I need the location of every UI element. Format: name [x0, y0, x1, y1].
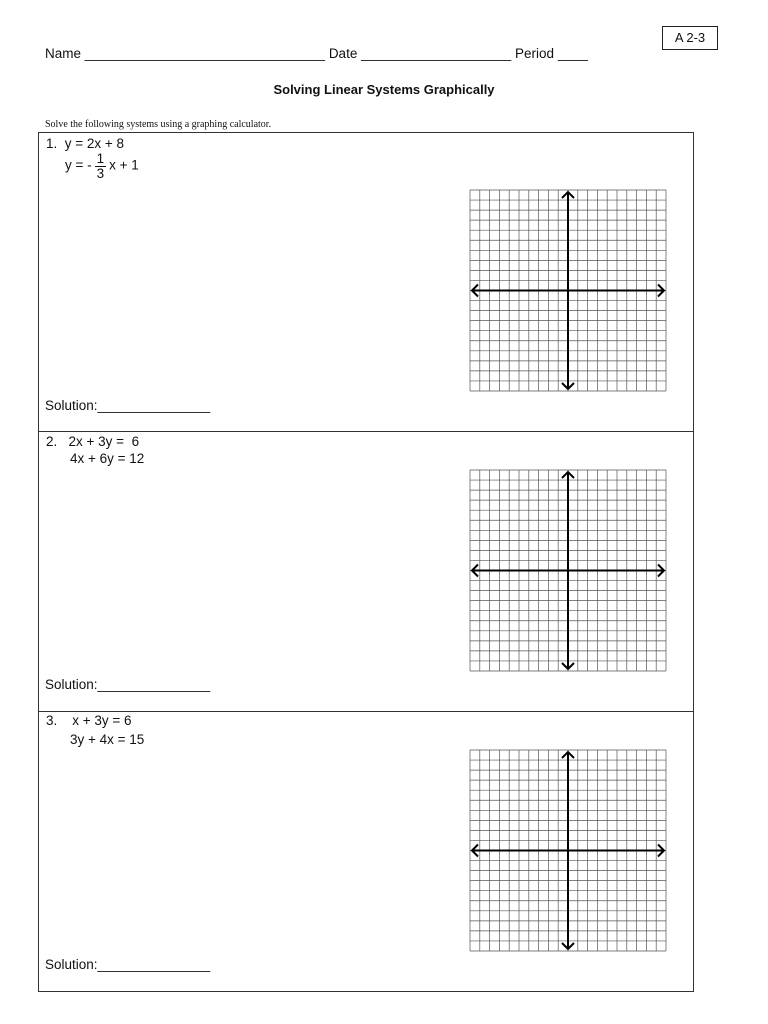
fraction-denominator: 3 — [96, 165, 105, 181]
problem-divider — [38, 711, 694, 712]
coordinate-grid — [468, 188, 668, 393]
instructions: Solve the following systems using a graphing calculator. — [45, 119, 272, 130]
problem-3-eq1 — [46, 713, 132, 729]
problem-1-eq1 — [46, 136, 124, 152]
name-label: Name — [45, 46, 82, 61]
problem-number: 3. — [46, 713, 58, 728]
problem-3-solution — [45, 957, 210, 972]
coordinate-grid — [468, 468, 668, 673]
equation: x + 3y = 6 — [64, 713, 132, 728]
problem-number: 1. — [46, 136, 58, 151]
name-blank[interactable]: ________________________________ — [84, 46, 326, 61]
solution-blank[interactable]: _______________ — [97, 398, 211, 413]
problem-2-solution — [45, 677, 210, 692]
problem-2-eq1 — [46, 434, 139, 450]
period-label: Period — [515, 46, 555, 61]
header-line — [45, 46, 588, 61]
solution-label: Solution: — [45, 398, 98, 413]
problem-2-eq2: 4x + 6y = 12 — [70, 451, 145, 466]
problem-divider — [38, 431, 694, 432]
problem-1-eq2 — [65, 152, 139, 180]
fraction — [95, 152, 107, 180]
equation: y = 2x + 8 — [64, 136, 125, 151]
coordinate-grid — [468, 748, 668, 953]
solution-blank[interactable]: _______________ — [97, 677, 211, 692]
worksheet-code: A 2-3 — [662, 26, 718, 50]
solution-label: Solution: — [45, 677, 98, 692]
problem-3-eq2: 3y + 4x = 15 — [70, 732, 145, 747]
problem-1-solution — [45, 398, 210, 413]
solution-label: Solution: — [45, 957, 98, 972]
problem-number: 2. — [46, 434, 58, 449]
fraction-numerator: 1 — [96, 151, 105, 166]
equation: 2x + 3y = 6 — [68, 434, 140, 449]
equation-suffix: x + 1 — [109, 157, 139, 173]
period-blank[interactable]: ____ — [557, 46, 588, 61]
page-title: Solving Linear Systems Graphically — [273, 82, 495, 97]
date-blank[interactable]: ____________________ — [361, 46, 512, 61]
solution-blank[interactable]: _______________ — [97, 957, 211, 972]
date-label: Date — [328, 46, 358, 61]
equation-prefix: y = - — [65, 157, 92, 173]
